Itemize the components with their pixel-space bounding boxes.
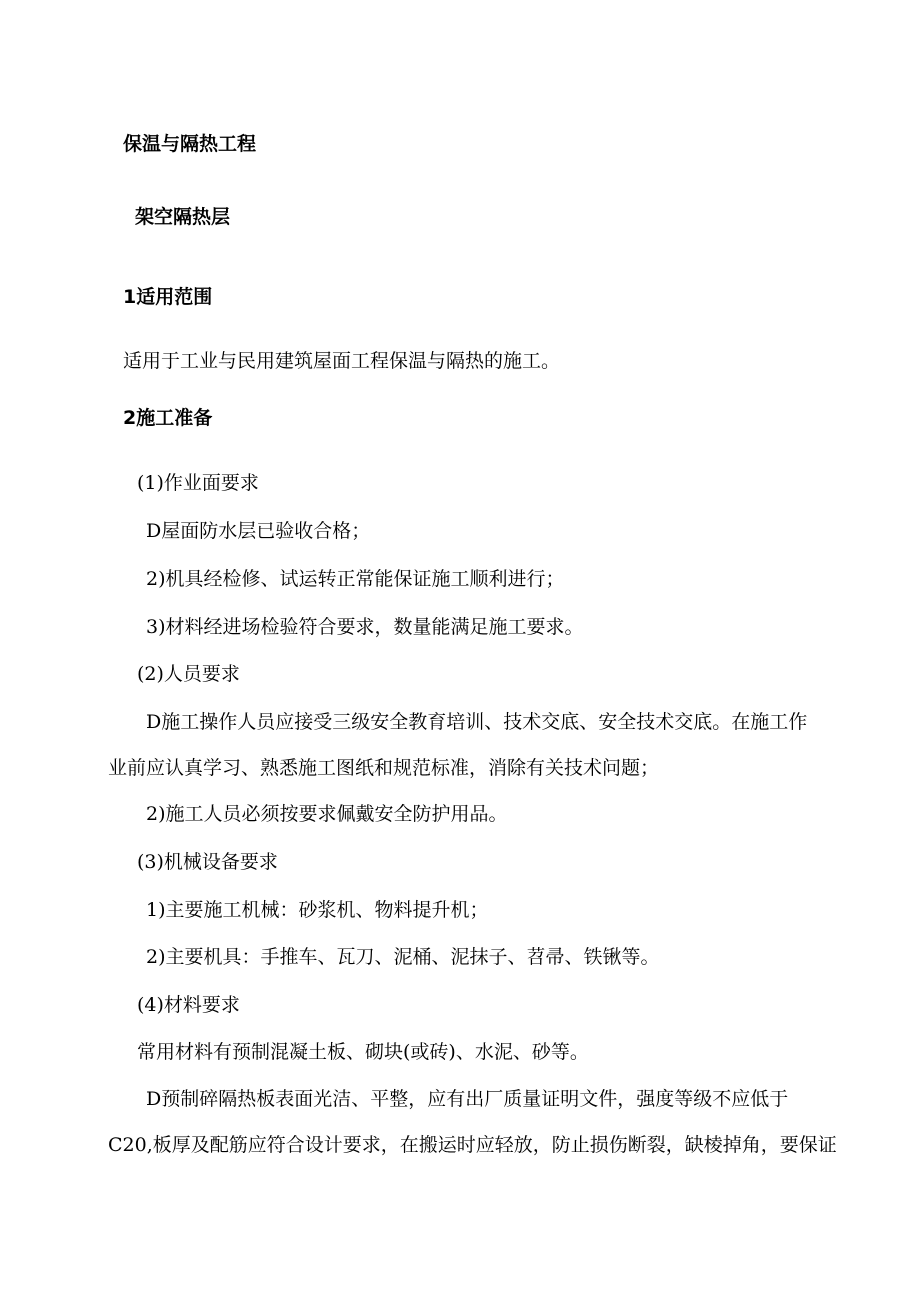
materials-intro: 常用材料有预制混凝土板、砌块(或砖)、水泥、砂等。 [137,1041,589,1063]
machinery-heading: (3)机械设备要求 [137,851,278,873]
machinery-item-1: 1)主要施工机械：砂浆机、物料提升机； [146,899,489,921]
machinery-item-2: 2)主要机具：手推车、瓦刀、泥桶、泥抹子、苕帚、铁锹等。 [146,946,660,968]
materials-item-1-line-2: C20,板厚及配筋应符合设计要求，在搬运时应轻放，防止损伤断裂，缺棱掉角，要保证 [108,1134,837,1156]
section-1-heading: 1适用范围 [123,286,213,308]
section-2-heading: 2施工准备 [123,407,213,429]
personnel-item-2: 2)施工人员必须按要求佩戴安全防护用品。 [146,803,508,825]
personnel-heading: (2)人员要求 [137,663,240,685]
materials-item-1-line-1: D预制碎隔热板表面光洁、平整，应有出厂质量证明文件，强度等级不应低于 [146,1088,789,1110]
work-surface-item-3: 3)材料经进场检验符合要求，数量能满足施工要求。 [146,616,584,638]
personnel-item-1-line-1: D施工操作人员应接受三级安全教育培训、技术交底、安全技术交底。在施工作 [146,711,808,733]
document-subtitle: 架空隔热层 [135,206,231,228]
work-surface-item-1: D屋面防水层已验收合格； [146,520,371,542]
work-surface-heading: (1)作业面要求 [137,472,259,494]
work-surface-item-2: 2)机具经检修、试运转正常能保证施工顺利进行； [146,568,565,590]
section-1-text: 适用于工业与民用建筑屋面工程保温与隔热的施工。 [123,350,561,372]
personnel-item-1-line-2: 业前应认真学习、熟悉施工图纸和规范标准，消除有关技术问题； [108,757,660,779]
document-title: 保温与隔热工程 [123,133,257,155]
materials-heading: (4)材料要求 [137,994,240,1016]
